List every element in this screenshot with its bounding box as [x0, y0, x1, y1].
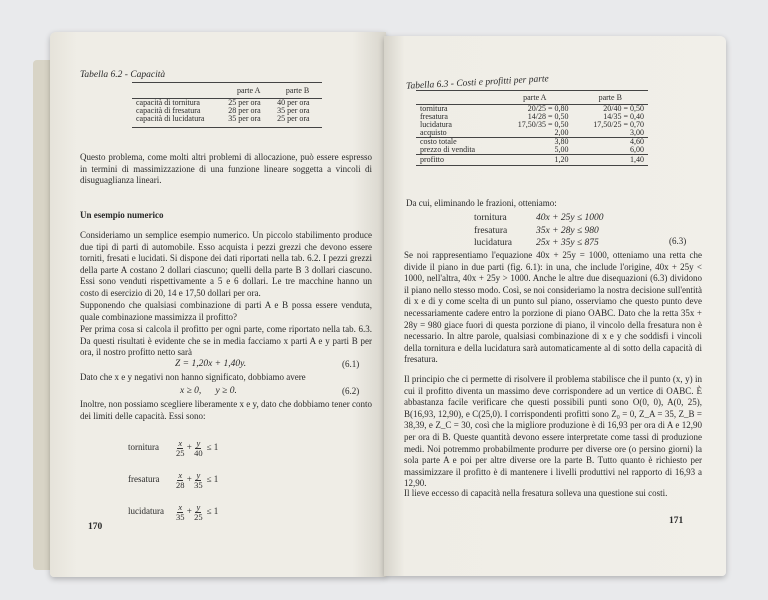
table-cell: fresatura — [420, 112, 448, 121]
paragraph: Il principio che ci permette di risolvere il problema stabilisce che il punto (x, y) in cui il profitto diventa un massimo deve corrispondere ad un vertice di OABC. È abbastanza facile verificare che questi possibili punti sono O(0, 0), A(0, 25), B(16,93, 12,90), e C(25,0). I corrispondenti profitti sono Z₀ = 0, Z_A = 35, Z_B = 38,39, e Z_C = 30, così che la migliore produzione è di 16,93 per ora di A e 12,90 per ora di B. Queste quantità devono essere interpretate come tassi di produzione medi. Noi potremmo probabilmente produrre per diverse ore (o persino giorni) la sola parte A e poi per altre diverse ore la parte B. Tutto quanto è richiesto per massimizzare il profitto è di mantenere i livelli produttivi nel rapporto di 16,93 a 12,90. — [404, 374, 702, 489]
table-cell: 17,50/25 = 0,70 — [593, 120, 644, 129]
table-cell: 6,00 — [630, 145, 644, 154]
table-cell: 14/35 = 0,40 — [603, 112, 644, 121]
constraint-label: fresatura — [128, 474, 160, 485]
table-caption: Tabella 6.3 - Costi e profitti per parte — [405, 74, 550, 92]
constraint-label: lucidatura — [128, 506, 164, 517]
denominator: 28 — [176, 479, 185, 490]
equation-row — [474, 237, 604, 250]
equation-6-2: x ≥ 0, y ≥ 0. — [180, 386, 237, 396]
paragraph: Questo problema, come molti altri problemi di allocazione, può essere espresso in termini di massimizzazione di una funzione lineare soggetta a vincoli di disuguaglianza lineari. — [80, 152, 372, 186]
numerator: y — [196, 437, 201, 448]
paragraph: Consideriamo un semplice esempio numerico. Un piccolo stabilimento produce due tipi di parti di automobile. Esso acquista i pezzi grezzi che devono essere torniti, fresati e lucidati. Si dispone dei dati riportati nella tab. 6.2. I pezzi grezzi della parte A costano 2 dollari ciascuno; quelli della parte B 3 dollari ciascuno. Essi sono venduti rispettivamente a 5 e 6 dollari. Le tre macchine hanno un costo di esercizio di 20, 14 e 17,50 dollari per ora. — [80, 230, 372, 298]
table-cell: costo totale — [420, 137, 457, 146]
table-header — [416, 91, 497, 105]
denominator: 25 — [176, 447, 185, 458]
equation: 35x + 28y ≤ 980 — [536, 225, 599, 236]
paragraph: Da cui, eliminando le frazioni, otteniamo: — [406, 198, 557, 208]
left-page — [50, 32, 386, 577]
table-header: parte B — [285, 85, 310, 95]
numerator: x — [178, 437, 183, 448]
table-cell: 35 per ora — [228, 114, 261, 123]
table-cell: 35 per ora — [277, 106, 310, 115]
constraint-row: fresatura $\frac{x}{28}$ + $\frac{y}{35}$ ≤ 1 — [128, 469, 219, 490]
equation-list — [474, 212, 604, 250]
paragraph: Dato che x e y negativi non hanno significato, dobbiamo avere — [80, 372, 306, 382]
table-cell: 20/40 = 0,50 — [603, 104, 644, 113]
table-cell: acquisto — [420, 128, 447, 137]
fraction — [194, 439, 203, 458]
equation-label: tornitura — [474, 213, 507, 223]
denominator: 35 — [176, 511, 185, 522]
table-header: parte A — [523, 92, 547, 102]
fraction — [176, 503, 185, 522]
paragraph: Il lieve eccesso di capacità nella fresatura solleva una questione sui costi. — [404, 488, 668, 498]
denominator: 25 — [194, 511, 203, 522]
capacity-table — [132, 82, 322, 128]
fraction — [194, 503, 203, 522]
right-page — [384, 36, 726, 576]
fraction — [176, 471, 185, 490]
table-cell: profitto — [420, 155, 444, 164]
denominator: 40 — [194, 447, 203, 458]
table-caption: Tabella 6.2 - Capacità — [80, 70, 166, 80]
costs-table — [416, 90, 648, 166]
table-cell: 25 per ora — [277, 114, 310, 123]
equation-label: fresatura — [474, 225, 508, 236]
paragraph: Supponendo che qualsiasi combinazione di parti A e B possa essere venduta, quale combinazione massimizza il profitto? — [80, 300, 372, 322]
table-cell: 2,00 — [554, 128, 569, 137]
paragraph: Se noi rappresentiamo l'equazione 40x + 25y = 1000, otteniamo una retta che divide il piano in due parti (fig. 6.1): in una, che include l'origine, 40x + 25y < 1000, nell'altra, 40x + 25y > 1000. Anche le altre due disequazioni (6.3) dividono il piano nello stesso modo. Così, se noi consideriamo la nostra decisione sull'entità di x e di y come scelta di un punto sul piano, osserviamo che questo punto deve necessariamente cadere entro la porzione di piano OABC. Dato che la retta 35x + 28y = 980 giace fuori di questa porzione di piano, il vincolo della fresatura non è necessario. In altre parole, qualsiasi combinazione di x e y che soddisfi i vincoli della tornitura e della lucidatura sarà automaticamente al di sotto della capacità di fresatura. — [404, 250, 702, 365]
numerator: x — [178, 469, 183, 480]
table-cell: 28 per ora — [228, 106, 261, 115]
table-cell: tornitura — [420, 104, 448, 113]
equation: 40x + 25y ≤ 1000 — [536, 213, 604, 223]
equation-number: (6.3) — [669, 236, 687, 246]
page-number: 171 — [669, 516, 684, 526]
paragraph: Per prima cosa si calcola il profitto per ogni parte, come riportato nella tab. 6.3. Da questi risultati è evidente che se in media facciamo x parti A e y parti B per ora, il nostro profitto netto sarà — [80, 324, 372, 358]
constraint-label: tornitura — [128, 442, 159, 453]
table-cell: capacità di lucidatura — [136, 114, 205, 123]
section-heading: Un esempio numerico — [80, 210, 164, 220]
equation-label: lucidatura — [474, 238, 512, 248]
rhs: ≤ 1 — [206, 474, 219, 485]
constraint-list — [128, 432, 218, 528]
paragraph: Inoltre, non possiamo scegliere liberamente x e y, dato che dobbiamo tener conto dei limiti delle capacità. Essi sono: — [80, 399, 372, 421]
numerator: x — [178, 501, 183, 512]
numerator: y — [196, 469, 201, 480]
rhs: ≤ 1 — [206, 442, 219, 453]
constraint-row: lucidatura $\frac{x}{35}$ + $\frac{y}{25}$ ≤ 1 — [128, 501, 219, 522]
table-cell: 3,00 — [630, 128, 644, 137]
equation-row — [474, 225, 604, 238]
equation-6-1: Z = 1,20x + 1,40y. — [175, 359, 247, 369]
table-cell: prezzo di vendita — [420, 145, 476, 154]
table-cell: 5,00 — [554, 145, 569, 154]
constraint-row: tornitura $\frac{x}{25}$ + $\frac{y}{40}$ ≤ 1 — [128, 437, 219, 458]
table-cell: 40 per ora — [277, 98, 310, 107]
table-cell: 4,60 — [630, 137, 644, 146]
table-cell: capacità di tornitura — [136, 98, 200, 107]
equation-row — [474, 212, 604, 225]
table-header — [132, 83, 224, 99]
rhs: ≤ 1 — [206, 506, 219, 517]
denominator: 35 — [194, 479, 203, 490]
table-cell: 1,40 — [630, 155, 644, 164]
equation-number: (6.1) — [342, 359, 360, 369]
table-cell: lucidatura — [420, 120, 452, 129]
table-cell: 14/28 = 0,50 — [527, 112, 569, 121]
table-cell: 25 per ora — [228, 98, 261, 107]
equation-number: (6.2) — [342, 386, 360, 396]
fraction — [194, 471, 203, 490]
table-cell: 1,20 — [554, 155, 569, 164]
table-cell: capacità di fresatura — [136, 106, 201, 115]
page-number: 170 — [88, 522, 103, 532]
table-cell: 3,80 — [554, 137, 569, 146]
numerator: y — [196, 501, 201, 512]
table-cell: 17,50/35 = 0,50 — [517, 120, 569, 129]
table-header: parte A — [237, 85, 261, 95]
fraction — [176, 439, 185, 458]
table-header: parte B — [598, 92, 622, 102]
equation: 25x + 35y ≤ 875 — [536, 238, 599, 248]
table-cell: 20/25 = 0,80 — [527, 104, 569, 113]
